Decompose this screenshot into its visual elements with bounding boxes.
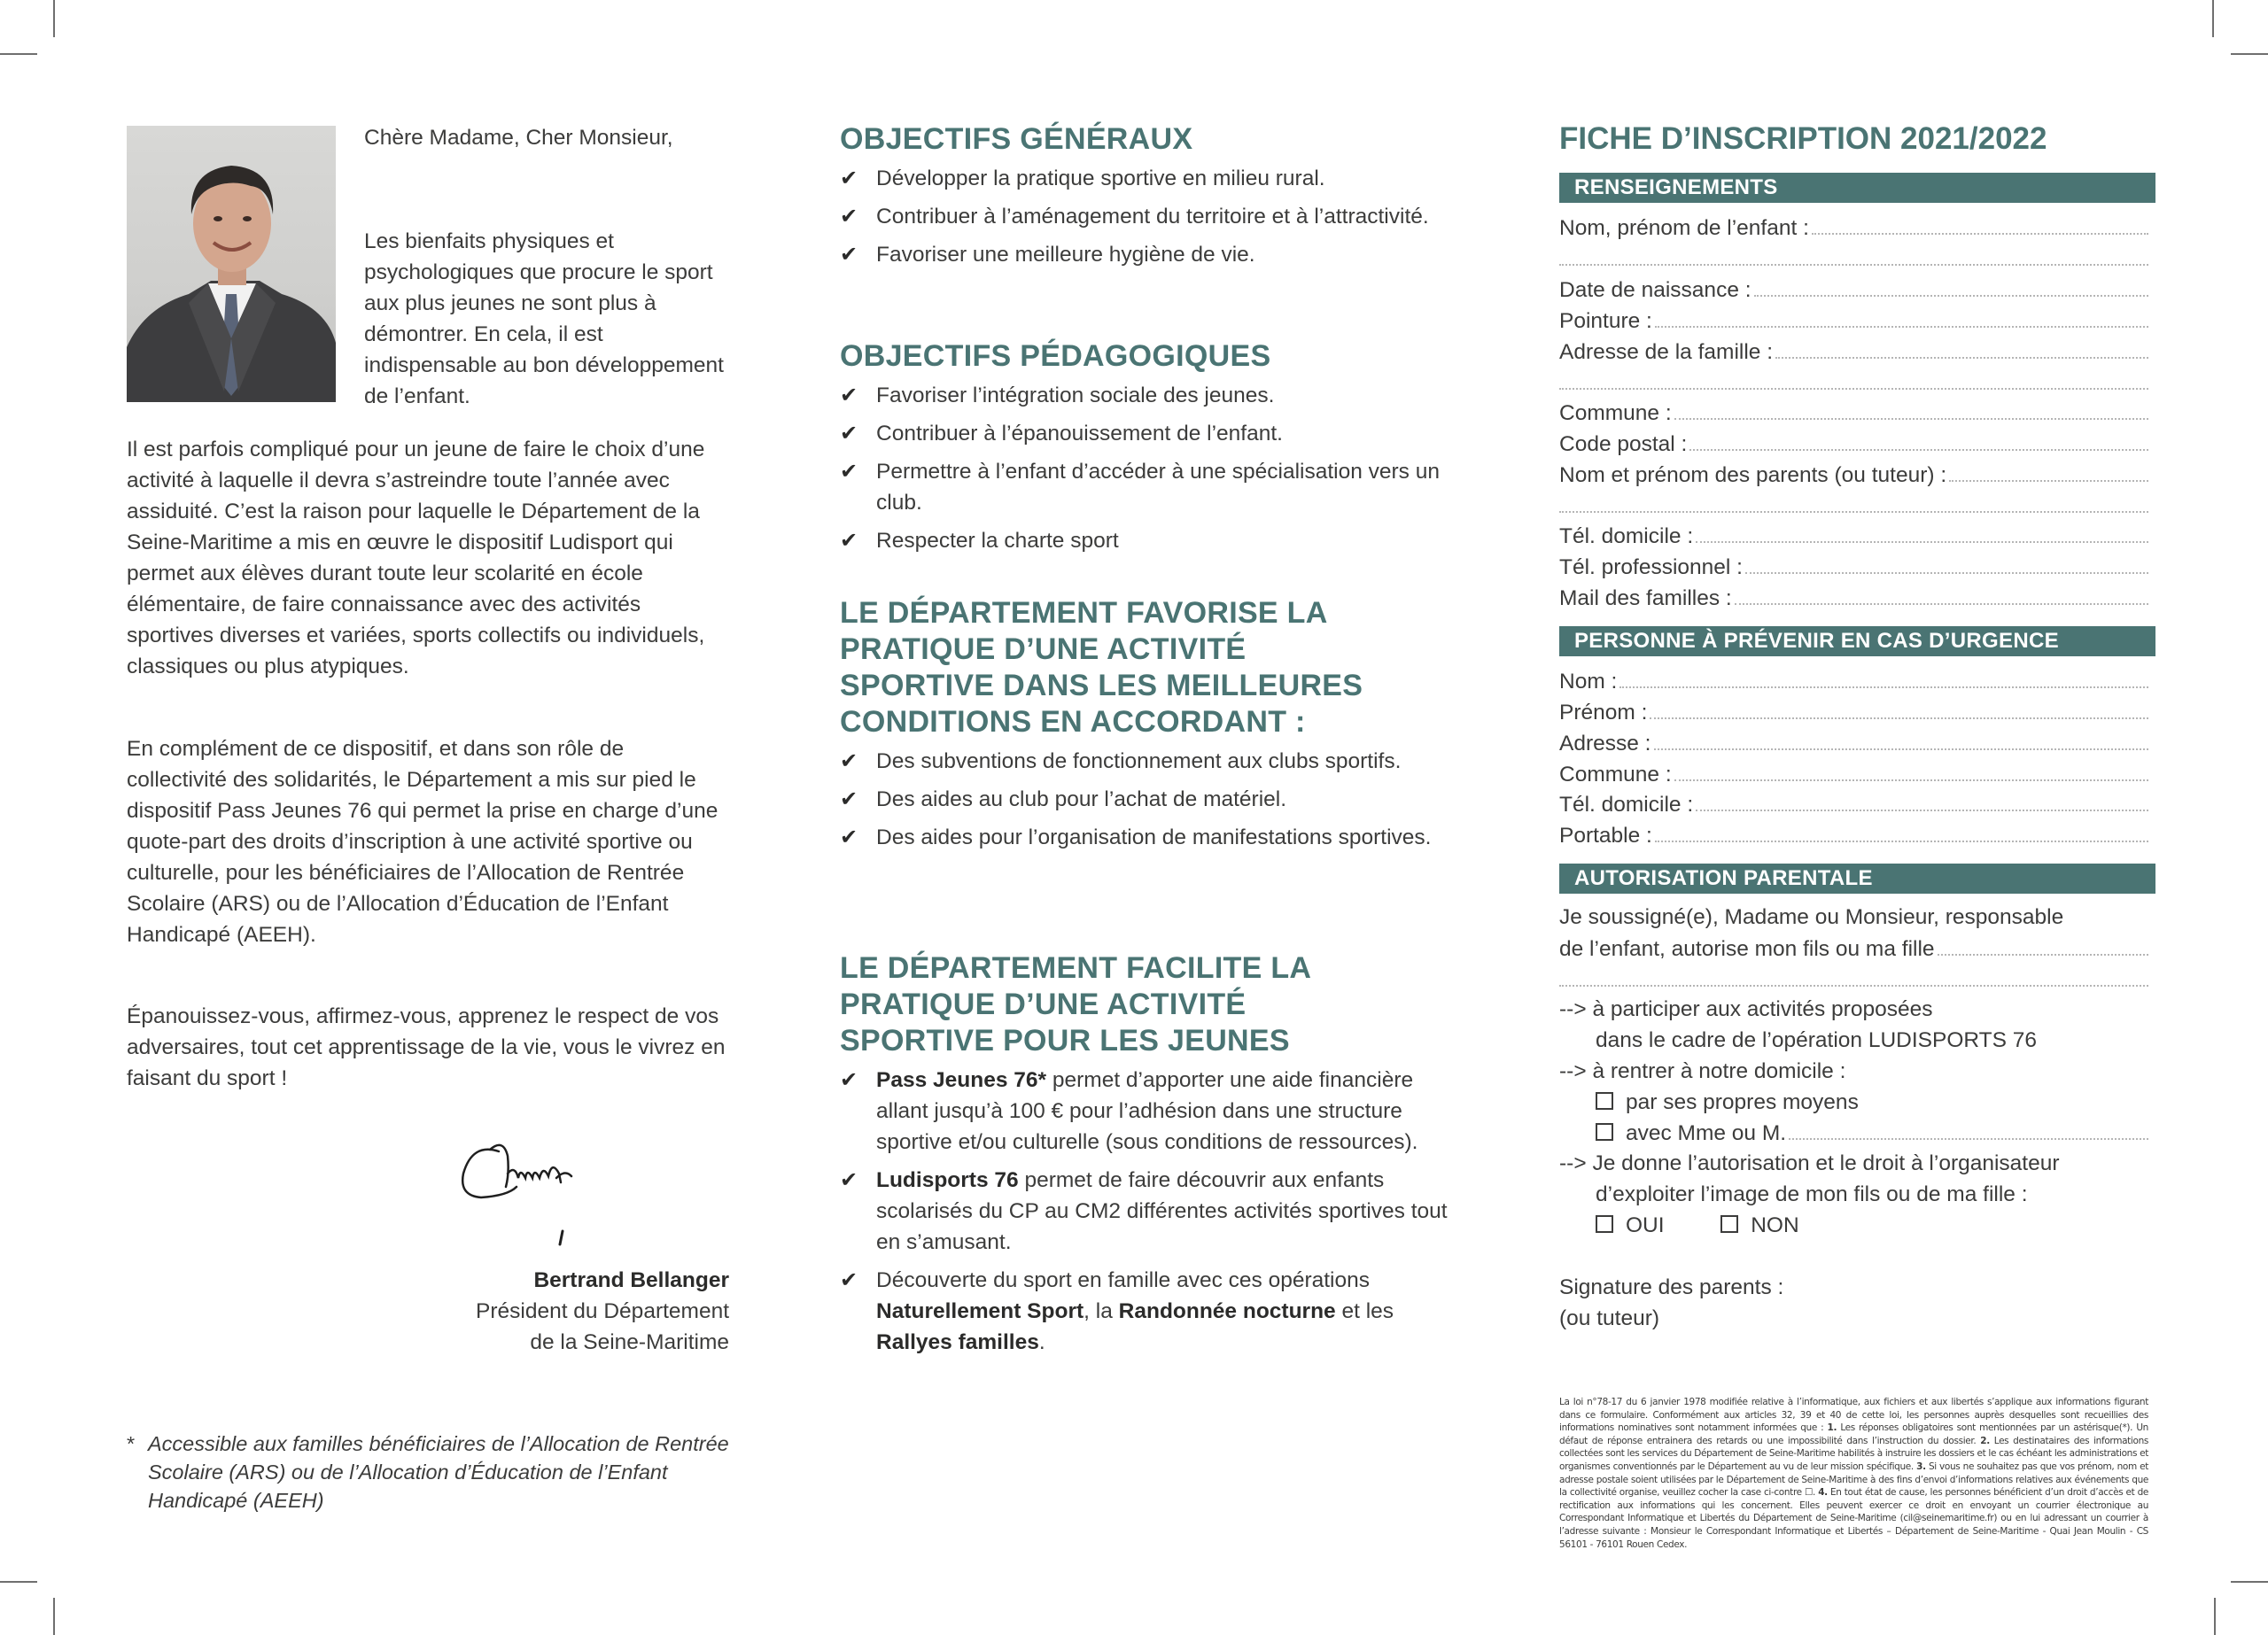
input-line[interactable] (1559, 243, 2148, 266)
arrow-icon: --> (1559, 997, 1587, 1021)
image-rights-statement: --> Je donne l’autorisation et le droit à l’organisateur (1559, 1151, 2060, 1175)
letter-intro: Les bienfaits physiques et psychologiques que procure le sport aux plus jeunes ne sont plus à démontrer. En cela, il est indispensable au bon développement de l’enfant. (364, 229, 724, 408)
section-title: LE DÉPARTEMENT FAVORISE LA PRATIQUE D’UNE ACTIVITÉ SPORTIVE DANS LES MEILLEURES CONDITIONS EN ACCORDANT : (840, 596, 1363, 739)
signer-name: Bertrand Bellanger (533, 1268, 729, 1292)
section-title: LE DÉPARTEMENT FACILITE LA PRATIQUE D’UNE ACTIVITÉ SPORTIVE POUR LES JEUNES (840, 951, 1311, 1058)
checkmark-icon: ✔ (840, 787, 858, 811)
letter-paragraph-pass-jeunes: En complément de ce dispositif, et dans son rôle de collectivité des solidarités, le Département a mis sur pied le dispositif Pass Jeunes 76 qui permet la prise en charge d’une quote-part des droits d’inscription à une activité sportive ou culturelle, pour les bénéficiaires de l’Allocation de Rentrée Scolaire (ARS) ou de l’Allocation d’Éducation de l’Enfant Handicapé (AEEH). (127, 737, 718, 947)
option-oui[interactable]: OUI (1596, 1213, 1665, 1237)
list-item-famille: ✔ Découverte du sport en famille avec ces opérations Naturellement Sport, la Randonnée nocturne et les Rallyes familles. (840, 1265, 1451, 1358)
input-line[interactable] (1689, 428, 2148, 451)
footnote-text: Accessible aux familles bénéficiaires de l’Allocation de Rentrée Scolaire (ARS) ou de l’Allocation d’Éducation de l’Enfant Handicapé (AEEH) (148, 1432, 729, 1512)
crop-mark (53, 1598, 55, 1635)
favorise-list (840, 746, 1451, 853)
input-line[interactable] (1789, 1117, 2148, 1140)
crop-mark (2231, 1581, 2268, 1583)
field-commune[interactable]: Commune : (1559, 397, 2148, 428)
list-item: ✔ Développer la pratique sportive en milieu rural. (840, 163, 1451, 194)
input-line[interactable] (1650, 696, 2148, 719)
checkmark-icon: ✔ (840, 205, 858, 229)
section-header-autorisation: AUTORISATION PARENTALE (1559, 864, 2155, 894)
input-line[interactable] (1559, 367, 2148, 390)
input-line[interactable] (1655, 305, 2148, 328)
list-item: ✔ Contribuer à l’aménagement du territoire et à l’attractivité. (840, 201, 1451, 232)
list-item-pass-jeunes: ✔ Pass Jeunes 76* permet d’apporter une aide financière allant jusqu’à 100 € pour l’adhésion dans une structure sportive et/ou culturelle (sous conditions de ressources). (840, 1065, 1451, 1158)
input-line[interactable] (1696, 520, 2148, 543)
facilite-list (840, 1065, 1451, 1358)
option-own-means[interactable]: par ses propres moyens (1559, 1087, 2185, 1118)
input-line[interactable] (1559, 490, 2148, 513)
section-header-urgence: PERSONNE À PRÉVENIR EN CAS D’URGENCE (1559, 626, 2155, 656)
section-title: OBJECTIFS GÉNÉRAUX (840, 122, 1193, 156)
checkmark-icon: ✔ (840, 825, 858, 849)
field-emergency-address[interactable]: Adresse : (1559, 727, 2148, 758)
field-emergency-mobile[interactable]: Portable : (1559, 819, 2148, 850)
arrow-icon: --> (1559, 1151, 1587, 1175)
input-line[interactable] (1696, 788, 2148, 811)
list-item: ✔ Favoriser l’intégration sociale des jeunes. (840, 380, 1451, 411)
checkbox-with-person[interactable] (1596, 1123, 1613, 1141)
image-rights-detail: d’exploiter l’image de mon fils ou de ma fille : (1596, 1182, 2028, 1206)
signer-block (476, 1265, 729, 1358)
checkmark-icon: ✔ (840, 460, 858, 484)
field-emergency-home-phone[interactable]: Tél. domicile : (1559, 788, 2148, 819)
authorization-participate-detail: dans le cadre de l’opération LUDISPORTS 76 (1596, 1028, 2037, 1052)
section-department-favorise (840, 595, 1451, 860)
crop-mark (2231, 53, 2268, 55)
pedagogical-objectives-list (840, 380, 1451, 556)
field-parents-name-continued[interactable] (1559, 490, 2148, 521)
field-child-authorized-continued[interactable] (1559, 964, 2148, 995)
checkbox-own-means[interactable] (1596, 1092, 1613, 1110)
crop-mark (2212, 0, 2214, 37)
footnote (127, 1430, 729, 1515)
crop-mark (2214, 1598, 2216, 1635)
checkmark-icon: ✔ (840, 529, 858, 553)
list-item: ✔ Permettre à l’enfant d’accéder à une spécialisation vers un club. (840, 456, 1451, 518)
list-item: ✔ Des aides pour l’organisation de manifestations sportives. (840, 822, 1451, 853)
image-rights-choice (1559, 1210, 2185, 1241)
authorization-statement: Je soussigné(e), Madame ou Monsieur, responsable (1559, 905, 2064, 929)
list-item-ludisports: ✔ Ludisports 76 permet de faire découvrir aux enfants scolarisés du CP au CM2 différentes activités sportives tout en s’amusant. (840, 1165, 1451, 1258)
authorization-return-home: --> à rentrer à notre domicile : (1559, 1059, 1846, 1083)
input-line[interactable] (1735, 582, 2148, 605)
field-child-name[interactable]: Nom, prénom de l’enfant : (1559, 212, 2148, 243)
checkbox-non[interactable] (1720, 1215, 1738, 1233)
list-item: ✔ Favoriser une meilleure hygiène de vie. (840, 239, 1451, 270)
field-parents-name[interactable]: Nom et prénom des parents (ou tuteur) : (1559, 459, 2148, 490)
crop-mark (0, 53, 37, 55)
input-line[interactable] (1949, 459, 2148, 482)
checkmark-icon: ✔ (840, 243, 858, 267)
input-line[interactable] (1812, 212, 2148, 235)
portrait-illustration (127, 126, 336, 402)
checkmark-icon: ✔ (840, 1068, 858, 1092)
checkmark-icon: ✔ (840, 1168, 858, 1192)
checkmark-icon: ✔ (840, 384, 858, 407)
crop-mark (0, 1581, 37, 1583)
crop-mark (53, 0, 55, 37)
field-family-email[interactable]: Mail des familles : (1559, 582, 2148, 613)
field-child-name-continued[interactable] (1559, 243, 2148, 274)
field-birth-date[interactable]: Date de naissance : (1559, 274, 2148, 305)
authorization-participate: --> à participer aux activités proposées (1559, 997, 1933, 1021)
president-portrait (127, 126, 336, 402)
form-title: FICHE D’INSCRIPTION 2021/2022 (1559, 121, 2047, 156)
input-line[interactable] (1619, 665, 2148, 688)
section-title: OBJECTIFS PÉDAGOGIQUES (840, 339, 1271, 373)
signer-title-department: de la Seine-Maritime (530, 1330, 729, 1354)
signature-label-tutor: (ou tuteur) (1559, 1306, 1660, 1330)
field-family-address-continued[interactable] (1559, 367, 2148, 398)
signature-label: Signature des parents : (1559, 1275, 1784, 1299)
list-item: ✔ Des aides au club pour l’achat de matériel. (840, 784, 1451, 815)
letter-greeting: Chère Madame, Cher Monsieur, (364, 126, 673, 150)
checkmark-icon: ✔ (840, 167, 858, 190)
footnote-asterisk: * (127, 1432, 136, 1455)
field-emergency-commune[interactable]: Commune : (1559, 758, 2148, 789)
checkmark-icon: ✔ (840, 1268, 858, 1292)
input-line[interactable] (1674, 397, 2148, 420)
input-line[interactable] (1655, 819, 2148, 842)
field-family-address[interactable]: Adresse de la famille : (1559, 336, 2148, 367)
list-item: ✔ Des subventions de fonctionnement aux clubs sportifs. (840, 746, 1451, 777)
field-child-authorized[interactable]: de l’enfant, autorise mon fils ou ma fille (1559, 933, 2148, 964)
field-emergency-first-name[interactable]: Prénom : (1559, 696, 2148, 727)
input-line[interactable] (1654, 727, 2149, 750)
field-emergency-last-name[interactable]: Nom : (1559, 665, 2148, 696)
section-general-objectives (840, 121, 1451, 277)
field-work-phone[interactable]: Tél. professionnel : (1559, 551, 2148, 582)
signature-icon (454, 1134, 649, 1258)
signer-title: Président du Département (476, 1299, 729, 1323)
section-department-facilite (840, 950, 1451, 1365)
field-shoe-size[interactable]: Pointure : (1559, 305, 2148, 336)
input-line[interactable] (1775, 336, 2148, 359)
input-line[interactable] (1938, 933, 2148, 956)
option-with-person[interactable]: avec Mme ou M. (1559, 1117, 2148, 1148)
input-line[interactable] (1674, 758, 2148, 781)
option-non[interactable]: NON (1720, 1213, 1798, 1237)
input-line[interactable] (1559, 964, 2148, 987)
letter-paragraph-ludisport: Il est parfois compliqué pour un jeune de faire le choix d’une activité à laquelle il devra s’astreindre toute l’année avec assiduité. C’est la raison pour laquelle le Département de la Seine-Maritime a mis en œuvre le dispositif Ludisport qui permet aux élèves durant toute leur scolarité en école élémentaire, de faire connaissance avec des activités sportives diverses et variées, sports collectifs ou individuels, classiques ou plus atypiques. (127, 438, 705, 678)
checkmark-icon: ✔ (840, 422, 858, 446)
section-pedagogical-objectives (840, 338, 1451, 563)
section-header-renseignements: RENSEIGNEMENTS (1559, 173, 2155, 203)
checkmark-icon: ✔ (840, 749, 858, 773)
field-postal-code[interactable]: Code postal : (1559, 428, 2148, 459)
list-item: ✔ Respecter la charte sport (840, 525, 1451, 556)
letter-paragraph-closing: Épanouissez-vous, affirmez-vous, apprenez le respect de vos adversaires, tout cet apprentissage de la vie, vous le vivrez en faisant du sport ! (127, 1004, 726, 1090)
input-line[interactable] (1754, 274, 2148, 297)
general-objectives-list (840, 163, 1451, 270)
input-line[interactable] (1745, 551, 2148, 574)
field-home-phone[interactable]: Tél. domicile : (1559, 520, 2148, 551)
legal-notice: La loi n°78-17 du 6 janvier 1978 modifiée relative à l’informatique, aux fichiers et aux libertés s’applique aux informations figurant dans ce formulaire. Conformément aux articles 32, 39 et 40 de cette loi, les personnes auprès desquelles sont recueillies des informations nominatives sont notamment informées que : 1. Les réponses obligatoires sont mentionnées par un astérisque(*). Un défaut de réponse entrainera des retards ou une impossibilité dans l’instruction du dossier. 2. Les destinataires des informations collectées sont les services du Département de Seine-Maritime habilités à instruire les dossiers et le cas échéant les administrations et organismes conventionnés par le Département au vu de leur mission spécifique. 3. Si vous ne souhaitez pas que vos prénom, nom et adresse postale soient utilisées par le Département de Seine-Maritime à des fins d’envoi d’informations relatives aux événements que la collectivité organise, veuillez cocher la case ci-contre ☐. 4. En tout état de cause, les personnes bénéficient d’un droit d’accès et de rectification aux informations qui les concernent. Elles peuvent exercer ce droit en envoyant un courrier électronique au Correspondant Informatique et Libertés du Département de Seine-Maritime (cil@seinemaritime.fr) ou en lui adressant un courrier à l’adresse suivante : Monsieur le Correspondant Informatique et Libertés – Département de Seine-Maritime - Quai Jean Moulin - CS 56101 - 76101 Rouen Cedex. (1559, 1397, 2148, 1550)
list-item: ✔ Contribuer à l’épanouissement de l’enfant. (840, 418, 1451, 449)
arrow-icon: --> (1559, 1059, 1587, 1083)
checkbox-oui[interactable] (1596, 1215, 1613, 1233)
